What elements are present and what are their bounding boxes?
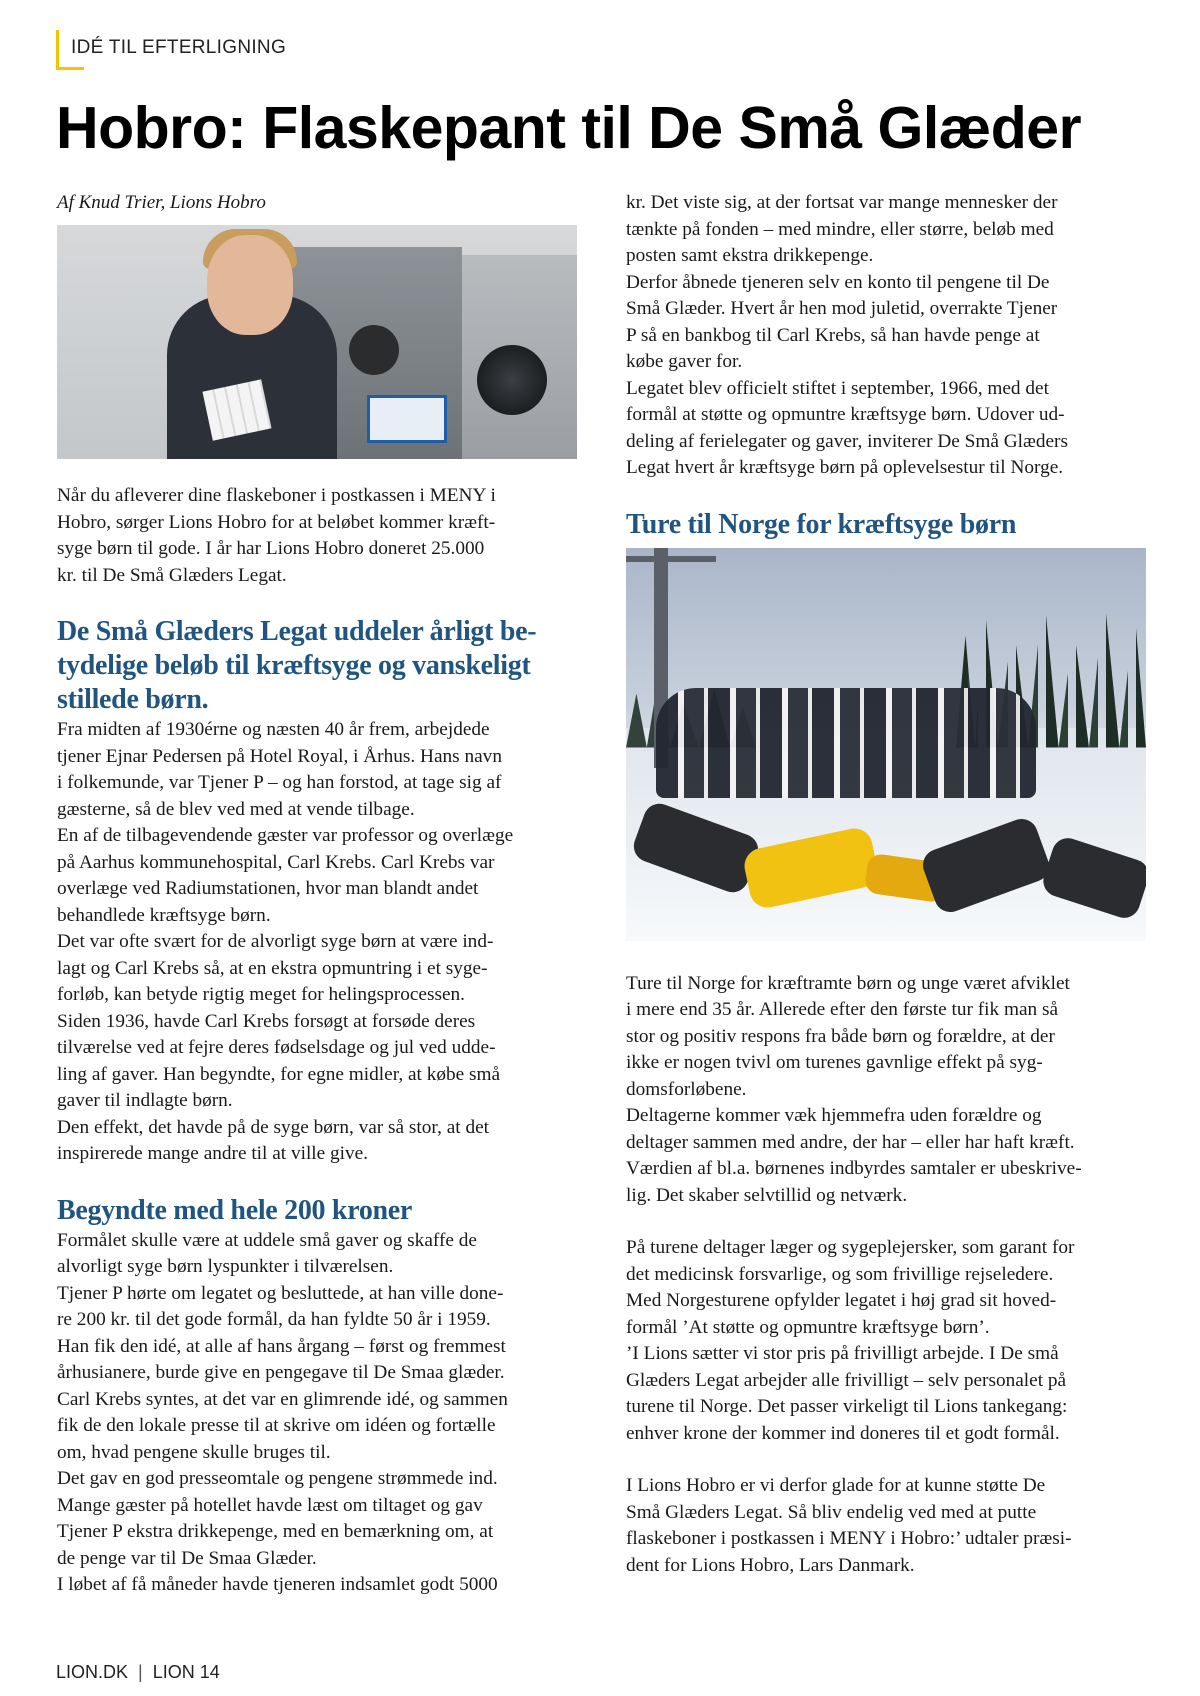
- body-history: [57, 717, 577, 1168]
- body-volunteers-line: ’I Lions sætter vi stor pris på frivilligt arbejde. I De små: [626, 1343, 1059, 1364]
- body-history-line: gæsterne, så de blev ved med at vende tilbage.: [57, 798, 415, 820]
- body-fund-line: Derfor åbnede tjeneren selv en konto til pengene til De: [626, 271, 1050, 293]
- section-tag: [56, 30, 286, 70]
- body-fund-line: købe gaver for.: [626, 351, 743, 372]
- body-fund-line: kr. Det viste sig, at der fortsat var mange mennesker der: [626, 192, 1058, 213]
- heading-norway-trips-line: Ture til Norge for kræftsyge børn: [626, 508, 1017, 540]
- intro-paragraph-line: kr. til De Små Glæders Legat.: [57, 564, 287, 586]
- footer-separator: |: [138, 1662, 143, 1682]
- body-donation-line: Formålet skulle være at uddele små gaver og skaffe de: [57, 1229, 477, 1251]
- body-donation-line: alvorligt syge børn lyspunkter i tilværelsen.: [57, 1256, 394, 1277]
- body-donation-line: de penge var til De Smaa Glæder.: [57, 1547, 317, 1569]
- body-history-line: gaver til indlagte børn.: [57, 1090, 233, 1111]
- body-history-line: Det var ofte svært for de alvorligt syge børn at være ind-: [57, 931, 494, 952]
- body-volunteers-line: På turene deltager læger og sygeplejersker, som garant for: [626, 1237, 1075, 1258]
- body-history-line: inspirerede mange andre til at ville give.: [57, 1143, 369, 1164]
- body-fund-line: formål at støtte og opmuntre kræftsyge børn. Udover ud-: [626, 404, 1065, 425]
- body-closing-quote: [626, 1473, 1146, 1579]
- body-trips-line: Ture til Norge for kræftramte børn og unge været afviklet: [626, 972, 1070, 994]
- body-history-line: forløb, kan betyde rigtig meget for helingsprocessen.: [57, 984, 466, 1005]
- intro-paragraph-line: Når du afleverer dine flaskeboner i postkassen i MENY i: [57, 485, 496, 506]
- body-closing-quote-line: I Lions Hobro er vi derfor glade for at kunne støtte De: [626, 1475, 1046, 1496]
- footer-site: LION.DK: [56, 1662, 129, 1682]
- body-history-line: Fra midten af 1930érne og næsten 40 år frem, arbejdede: [57, 719, 490, 740]
- body-volunteers-line: turene til Norge. Det passer virkeligt til Lions tankegang:: [626, 1396, 1068, 1417]
- body-history-line: på Aarhus kommunehospital, Carl Krebs. Carl Krebs var: [57, 851, 495, 873]
- heading-200-kroner: [57, 1194, 577, 1228]
- heading-legat-line: stillede børn.: [57, 684, 209, 715]
- intro-paragraph-line: syge børn til gode. I år har Lions Hobro doneret 25.000: [57, 538, 485, 559]
- heading-norway-trips: [626, 508, 1146, 542]
- body-donation-line: om, hvad pengene skulle bruges til.: [57, 1441, 331, 1463]
- page-footer: [56, 1662, 220, 1683]
- body-volunteers-line: Med Norgesturene opfylder legatet i høj grad sit hoved-: [626, 1290, 1057, 1311]
- heading-200-kroner-line: Begyndte med hele 200 kroner: [57, 1194, 413, 1226]
- body-history-line: lagt og Carl Krebs så, at en ekstra opmuntring i et syge-: [57, 957, 488, 979]
- body-fund-line: posten samt ekstra drikkepenge.: [626, 245, 874, 266]
- article-title: Hobro: Flaskepant til De Små Glæder: [56, 95, 1082, 161]
- byline: Af Knud Trier, Lions Hobro: [57, 192, 266, 213]
- body-donation-line: Det gav en god presseomtale og pengene strømmede ind.: [57, 1468, 498, 1489]
- body-donation-line: re 200 kr. til det gode formål, da han fyldte 50 år i 1959.: [57, 1309, 491, 1330]
- body-donation-line: Mange gæster på hotellet havde læst om tiltaget og gav: [57, 1494, 483, 1516]
- body-history-line: overlæge ved Radiumstationen, hvor man blandt andet: [57, 878, 479, 899]
- heading-legat: [57, 615, 577, 717]
- body-trips-line: Deltagerne kommer væk hjemmefra uden forældre og: [626, 1105, 1042, 1126]
- body-history-line: ling af gaver. Han begyndte, for egne midler, at købe små: [57, 1063, 501, 1085]
- body-fund-line: Små Glæder. Hvert år hen mod juletid, overrakte Tjener: [626, 298, 1058, 319]
- right-column: [626, 190, 1146, 1579]
- body-trips-line: domsforløbene.: [626, 1078, 747, 1100]
- body-history-line: tilværelse ved at fejre deres fødselsdage og jul ved udde-: [57, 1037, 496, 1058]
- body-volunteers-line: det medicinsk forsvarlige, og som frivillige rejseledere.: [626, 1263, 1054, 1285]
- body-closing-quote-line: flaskeboner i postkassen i MENY i Hobro:’ udtaler præsi-: [626, 1528, 1072, 1549]
- body-donation-line: århusianere, burde give en pengegave til De Smaa glæder.: [57, 1362, 505, 1383]
- body-trips: [626, 971, 1146, 1210]
- body-fund: [626, 190, 1146, 482]
- body-volunteers-line: Glæders Legat arbejder alle frivilligt – selv personalet på: [626, 1369, 1067, 1391]
- footer-page: LION 14: [152, 1662, 220, 1682]
- body-history-line: En af de tilbagevendende gæster var professor og overlæge: [57, 825, 514, 846]
- body-trips-line: i mere end 35 år. Allerede efter den første tur fik man så: [626, 999, 1059, 1020]
- body-donation-line: Han fik den idé, at alle af hans årgang – først og fremmest: [57, 1335, 506, 1357]
- body-history-line: i folkemunde, var Tjener P – og han forstod, at tage sig af: [57, 772, 502, 793]
- body-fund-line: deling af ferielegater og gaver, inviterer De Små Glæders: [626, 430, 1068, 452]
- body-fund-line: Legat hvert år kræftsyge børn på oplevelsestur til Norge.: [626, 457, 1064, 478]
- body-donation-line: Carl Krebs syntes, at det var en glimrende idé, og sammen: [57, 1388, 508, 1410]
- body-trips-line: deltager sammen med andre, der har – eller har haft kræft.: [626, 1131, 1075, 1153]
- body-fund-line: Legatet blev officielt stiftet i september, 1966, med det: [626, 377, 1049, 399]
- body-fund-line: P så en bankbog til Carl Krebs, så han havde penge at: [626, 324, 1040, 346]
- intro-paragraph-line: Hobro, sørger Lions Hobro for at beløbet kommer kræft-: [57, 511, 496, 533]
- heading-legat-line: De Små Glæders Legat uddeler årligt be-: [57, 616, 537, 647]
- body-donation-line: fik de den lokale presse til at skrive om idéen og fortælle: [57, 1415, 496, 1436]
- body-fund-line: tænkte på fonden – med mindre, eller større, beløb med: [626, 218, 1054, 240]
- body-donation-line: I løbet af få måneder havde tjeneren indsamlet godt 5000: [57, 1574, 498, 1595]
- photo-norway-group: [626, 548, 1146, 941]
- body-trips-line: Værdien af bl.a. børnenes indbyrdes samtaler er ubeskrive-: [626, 1158, 1082, 1179]
- body-donation-line: Tjener P ekstra drikkepenge, med en bemærkning om, at: [57, 1521, 494, 1542]
- body-history-line: Den effekt, det havde på de syge børn, var så stor, at det: [57, 1116, 490, 1138]
- heading-legat-line: tydelige beløb til kræftsyge og vanskeligt: [57, 650, 531, 681]
- body-trips-line: stor og positiv respons fra både børn og forældre, at der: [626, 1025, 1055, 1047]
- body-donation-line: Tjener P hørte om legatet og besluttede, at han ville done-: [57, 1282, 504, 1304]
- body-history-line: tjener Ejnar Pedersen på Hotel Royal, i Århus. Hans navn: [57, 745, 502, 767]
- photo-bottle-return: [57, 225, 577, 459]
- body-volunteers: [626, 1235, 1146, 1447]
- body-history-line: behandlede kræftsyge børn.: [57, 904, 271, 926]
- body-closing-quote-line: Små Glæders Legat. Så bliv endelig ved med at putte: [626, 1501, 1037, 1523]
- body-volunteers-line: formål ’At støtte og opmuntre kræftsyge børn’.: [626, 1316, 990, 1338]
- body-trips-line: ikke er nogen tvivl om turenes gavnlige effekt på syg-: [626, 1052, 1043, 1073]
- body-volunteers-line: enhver krone der kommer ind doneres til et godt formål.: [626, 1422, 1060, 1444]
- left-column: [57, 190, 577, 1599]
- body-closing-quote-line: dent for Lions Hobro, Lars Danmark.: [626, 1554, 915, 1576]
- body-donation: [57, 1228, 577, 1599]
- section-tag-label: IDÉ TIL EFTERLIGNING: [71, 37, 287, 58]
- body-history-line: Siden 1936, havde Carl Krebs forsøgt at forsøde deres: [57, 1010, 476, 1032]
- intro-paragraph: [57, 483, 577, 589]
- body-trips-line: lig. Det skaber selvtillid og netværk.: [626, 1184, 908, 1206]
